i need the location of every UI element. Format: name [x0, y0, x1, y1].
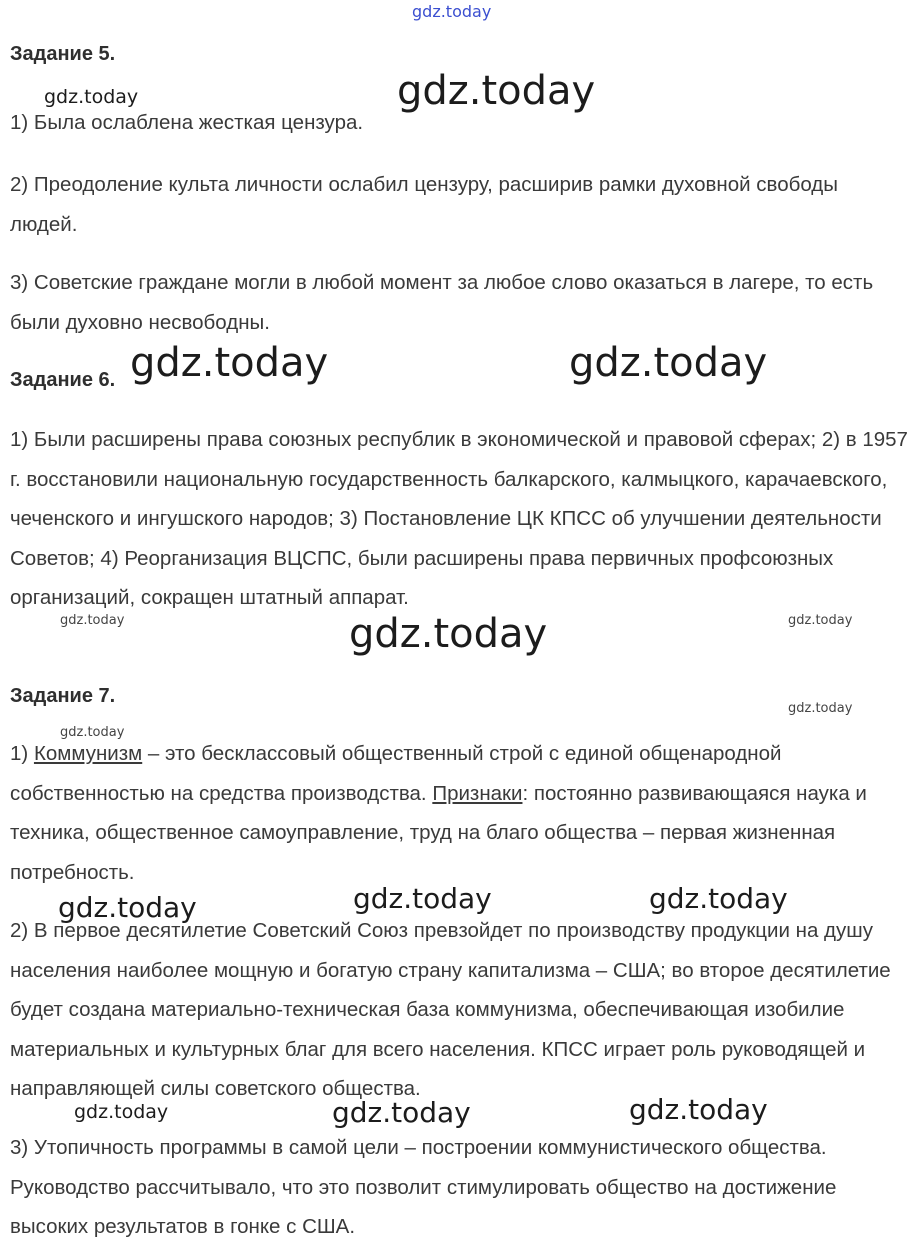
watermark-top: gdz.today [412, 2, 492, 21]
watermark: gdz.today [353, 882, 492, 915]
watermark: gdz.today [397, 68, 596, 114]
watermark: gdz.today [569, 340, 768, 386]
watermark: gdz.today [788, 701, 853, 716]
task6-heading: Задание 6. [10, 369, 116, 391]
task7-heading: Задание 7. [10, 685, 116, 707]
watermark: gdz.today [788, 613, 853, 628]
task5-heading: Задание 5. [10, 43, 116, 65]
watermark: gdz.today [349, 611, 548, 657]
watermark: gdz.today [58, 891, 197, 924]
watermark: gdz.today [60, 613, 125, 628]
watermark: gdz.today [649, 882, 788, 915]
task7-answer-2: 2) В первое десятилетие Советский Союз превзойдет по производству продукции на душу населения наиболее мощную и богатую страну капитализма – США; во второе десятилетие будет создана материально-техническая база коммунизма, обеспечивающая изобилие материальных и культурных благ для всего населения. КПСС играет роль руководящей и направляющей силы советского общества. [10, 919, 891, 1100]
task6-answer: 1) Были расширены права союзных республик в экономической и правовой сферах; 2) в 1957 г. восстановили национальную государственность балкарского, калмыцкого, карачаевского, чеченского и ингушского народов; 3) Постановление ЦК КПСС об улучшении деятельности Советов; 4) Реорганизация ВЦСПС, были расширены права первичных профсоюзных организаций, сокращен штатный аппарат. [10, 428, 908, 609]
watermark: gdz.today [74, 1101, 169, 1123]
task7-answer-1 [10, 734, 908, 892]
watermark: gdz.today [629, 1093, 768, 1126]
answer-number: 1) [10, 742, 34, 765]
task5-answer-3: 3) Советские граждане могли в любой момент за любое слово оказаться в лагере, то есть были духовно несвободны. [10, 271, 874, 334]
signs-text: : постоянно развивающаяся наука и техника, общественное самоуправление, труд на благо общества – первая жизненная потребность. [10, 781, 867, 884]
watermark: gdz.today [332, 1096, 471, 1129]
task5-answer-2: 2) Преодоление культа личности ослабил цензуру, расширив рамки духовной свободы людей. [10, 173, 838, 236]
task7-answer-3: 3) Утопичность программы в самой цели – построении коммунистического общества. Руководство рассчитывало, что это позволит стимулировать общество на достижение высоких результатов в гонке с США. [10, 1136, 837, 1238]
term-definition: – это бесклассовый общественный строй с единой общенародной собственностью на средства производства. [10, 742, 782, 805]
signs-label: Признаки [432, 781, 523, 805]
term-communism: Коммунизм [33, 742, 143, 765]
watermark: gdz.today [130, 340, 329, 386]
watermark: gdz.today [44, 86, 139, 108]
task5-answer-1: 1) Была ослаблена жесткая цензура. [10, 111, 364, 134]
watermark: gdz.today [60, 725, 125, 740]
